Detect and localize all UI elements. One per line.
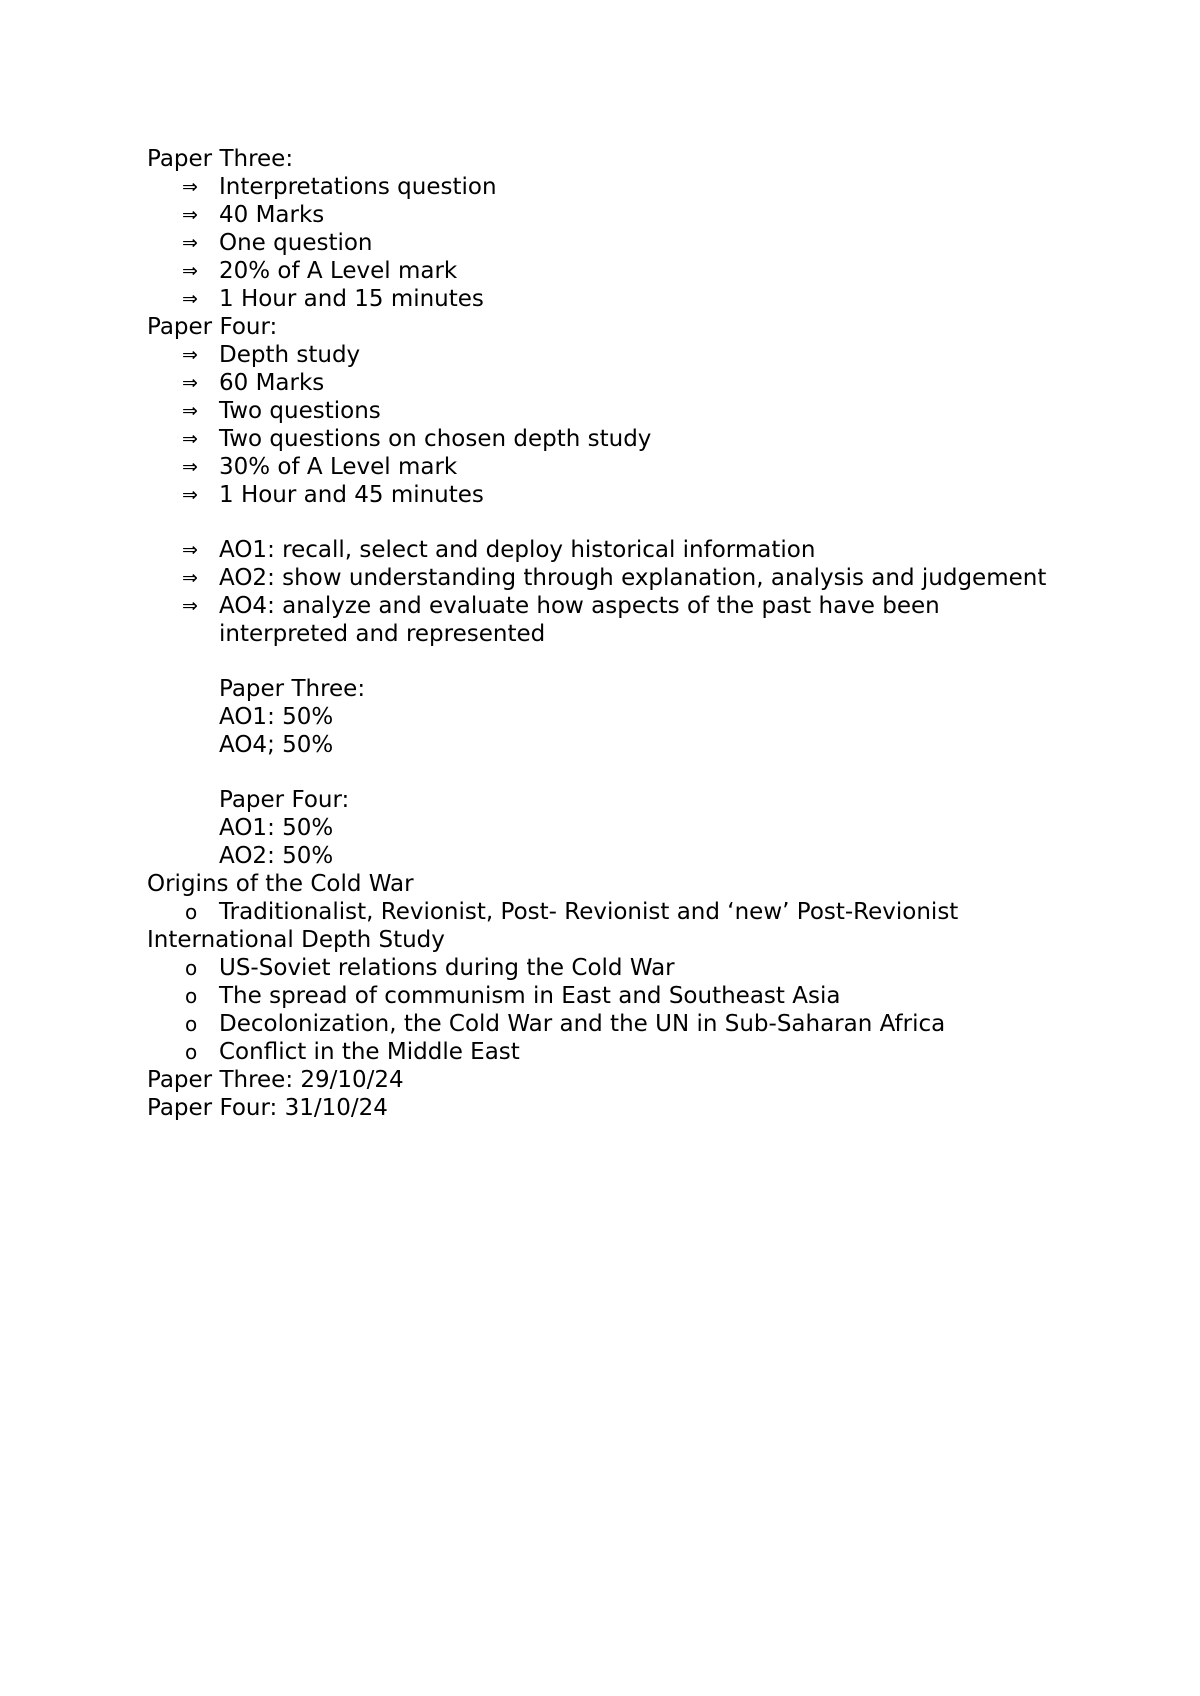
paper-four-date: Paper Four: 31/10/24 <box>147 1095 388 1121</box>
arrow-bullet-icon: ⇒ <box>182 456 198 478</box>
arrow-bullet-icon: ⇒ <box>182 344 198 366</box>
list-item: ⇒ Two questions on chosen depth study <box>182 426 652 452</box>
list-item: ⇒ 60 Marks <box>182 370 325 396</box>
arrow-bullet-icon: ⇒ <box>182 567 198 589</box>
spacer <box>147 759 1067 786</box>
arrow-bullet-icon: ⇒ <box>182 232 198 254</box>
list-item: ⇒ Depth study <box>182 342 361 368</box>
circle-bullet-icon: o <box>185 900 198 924</box>
paper-three-heading: Paper Three: <box>147 146 294 172</box>
weighting-line: AO4; 50% <box>219 732 334 758</box>
arrow-bullet-icon: ⇒ <box>182 428 198 450</box>
paper-four-list <box>147 341 1067 509</box>
circle-bullet-icon: o <box>185 956 198 980</box>
spacer <box>147 648 1067 675</box>
origins-heading: Origins of the Cold War <box>147 871 414 897</box>
paper-three-date: Paper Three: 29/10/24 <box>147 1067 404 1093</box>
arrow-bullet-icon: ⇒ <box>182 595 198 617</box>
arrow-bullet-icon: ⇒ <box>182 400 198 422</box>
list-item: ⇒ AO2: show understanding through explanation, analysis and judgement <box>182 565 1047 591</box>
list-item: ⇒ 1 Hour and 15 minutes <box>182 286 484 312</box>
weighting-line: AO1: 50% <box>219 704 334 730</box>
list-item: ⇒ 40 Marks <box>182 202 325 228</box>
paper-three-list <box>147 173 1067 313</box>
list-item: ⇒ 30% of A Level mark <box>182 454 458 480</box>
list-item: o Decolonization, the Cold War and the UN in Sub-Saharan Africa <box>185 1011 946 1037</box>
arrow-bullet-icon: ⇒ <box>182 484 198 506</box>
list-item: ⇒ Two questions <box>182 398 381 424</box>
circle-bullet-icon: o <box>185 1012 198 1036</box>
document-body <box>147 145 1067 1122</box>
spacer <box>147 509 1067 536</box>
list-item: ⇒ 1 Hour and 45 minutes <box>182 482 484 508</box>
weighting-heading: Paper Three: <box>219 676 366 702</box>
weighting-line: AO1: 50% <box>219 815 334 841</box>
arrow-bullet-icon: ⇒ <box>182 288 198 310</box>
arrow-bullet-icon: ⇒ <box>182 372 198 394</box>
list-item: ⇒ One question <box>182 230 373 256</box>
list-item: ⇒ AO1: recall, select and deploy historical information <box>182 537 816 563</box>
list-item: o Traditionalist, Revionist, Post- Revionist and ‘new’ Post-Revionist <box>185 899 959 925</box>
circle-bullet-icon: o <box>185 984 198 1008</box>
list-item: ⇒ 20% of A Level mark <box>182 258 458 284</box>
depth-study-list <box>147 954 1067 1066</box>
paper-three-weighting <box>147 675 1067 759</box>
arrow-bullet-icon: ⇒ <box>182 204 198 226</box>
arrow-bullet-icon: ⇒ <box>182 260 198 282</box>
list-item: o Conflict in the Middle East <box>185 1039 520 1065</box>
list-item: ⇒ AO4: analyze and evaluate how aspects of the past have been interpreted and represented <box>182 593 940 647</box>
weighting-line: AO2: 50% <box>219 843 334 869</box>
arrow-bullet-icon: ⇒ <box>182 539 198 561</box>
origins-list <box>147 898 1067 926</box>
circle-bullet-icon: o <box>185 1040 198 1064</box>
list-item: ⇒ Interpretations question <box>182 174 497 200</box>
arrow-bullet-icon: ⇒ <box>182 176 198 198</box>
assessment-objectives-list <box>147 536 1067 648</box>
list-item: o The spread of communism in East and Southeast Asia <box>185 983 841 1009</box>
paper-four-heading: Paper Four: <box>147 314 278 340</box>
paper-four-weighting <box>147 786 1067 870</box>
list-item: o US-Soviet relations during the Cold War <box>185 955 675 981</box>
depth-study-heading: International Depth Study <box>147 927 445 953</box>
weighting-heading: Paper Four: <box>219 787 350 813</box>
